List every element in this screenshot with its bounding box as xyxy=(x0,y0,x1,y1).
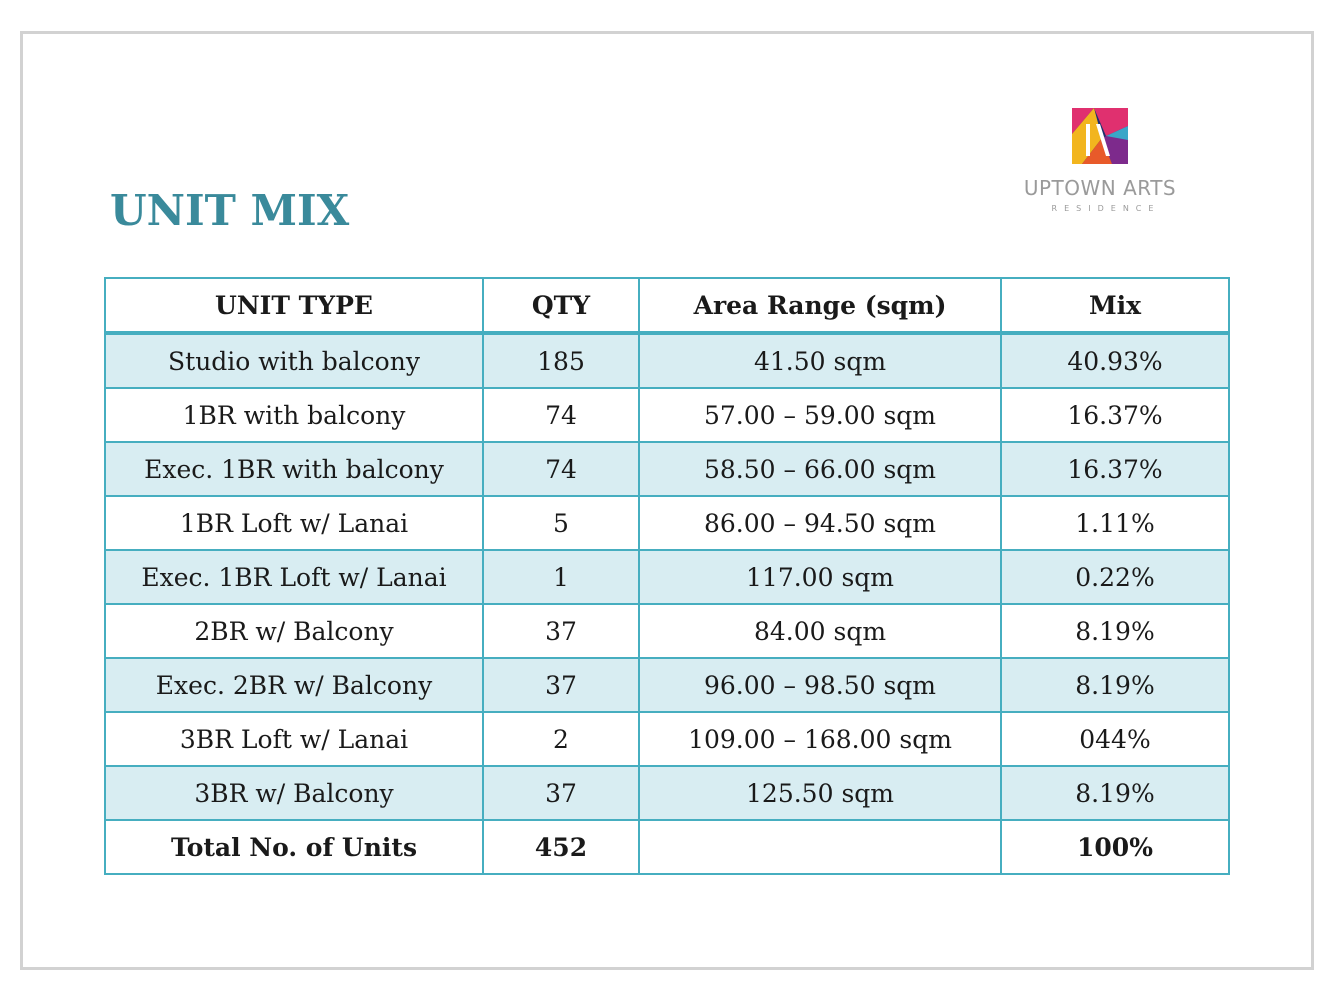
total-area xyxy=(639,820,1001,874)
cell-mix: 0.22% xyxy=(1001,550,1229,604)
cell-area: 57.00 – 59.00 sqm xyxy=(639,388,1001,442)
logo-name: UPTOWN ARTS xyxy=(1023,176,1177,200)
cell-mix: 40.93% xyxy=(1001,333,1229,388)
cell-unit-type: 3BR Loft w/ Lanai xyxy=(105,712,483,766)
cell-area: 86.00 – 94.50 sqm xyxy=(639,496,1001,550)
cell-area: 41.50 sqm xyxy=(639,333,1001,388)
cell-qty: 2 xyxy=(483,712,639,766)
table-row xyxy=(105,712,1229,766)
cell-mix: 8.19% xyxy=(1001,658,1229,712)
cell-qty: 185 xyxy=(483,333,639,388)
cell-area: 84.00 sqm xyxy=(639,604,1001,658)
cell-area: 109.00 – 168.00 sqm xyxy=(639,712,1001,766)
table-row xyxy=(105,658,1229,712)
table-row xyxy=(105,550,1229,604)
page-title: UNIT MIX xyxy=(110,186,350,235)
cell-unit-type: 3BR w/ Balcony xyxy=(105,766,483,820)
total-label: Total No. of Units xyxy=(105,820,483,874)
unit-mix-table xyxy=(104,277,1230,875)
cell-mix: 16.37% xyxy=(1001,442,1229,496)
table-row xyxy=(105,766,1229,820)
cell-mix: 8.19% xyxy=(1001,766,1229,820)
header-mix: Mix xyxy=(1001,278,1229,333)
cell-mix: 044% xyxy=(1001,712,1229,766)
cell-mix: 16.37% xyxy=(1001,388,1229,442)
cell-qty: 1 xyxy=(483,550,639,604)
cell-mix: 8.19% xyxy=(1001,604,1229,658)
cell-unit-type: Studio with balcony xyxy=(105,333,483,388)
total-mix: 100% xyxy=(1001,820,1229,874)
logo-subtitle: RESIDENCE xyxy=(1051,204,1161,213)
table-total-row xyxy=(105,820,1229,874)
cell-unit-type: 1BR with balcony xyxy=(105,388,483,442)
cell-unit-type: Exec. 1BR Loft w/ Lanai xyxy=(105,550,483,604)
cell-qty: 74 xyxy=(483,388,639,442)
cell-unit-type: Exec. 1BR with balcony xyxy=(105,442,483,496)
logo-mark-icon xyxy=(1072,108,1128,164)
cell-qty: 37 xyxy=(483,604,639,658)
cell-qty: 5 xyxy=(483,496,639,550)
cell-mix: 1.11% xyxy=(1001,496,1229,550)
cell-unit-type: 1BR Loft w/ Lanai xyxy=(105,496,483,550)
cell-unit-type: Exec. 2BR w/ Balcony xyxy=(105,658,483,712)
table-row xyxy=(105,333,1229,388)
cell-qty: 74 xyxy=(483,442,639,496)
table-row xyxy=(105,442,1229,496)
header-unit-type: UNIT TYPE xyxy=(105,278,483,333)
table-row xyxy=(105,496,1229,550)
total-qty: 452 xyxy=(483,820,639,874)
cell-area: 58.50 – 66.00 sqm xyxy=(639,442,1001,496)
table-header-row xyxy=(105,278,1229,333)
table-row xyxy=(105,388,1229,442)
cell-area: 125.50 sqm xyxy=(639,766,1001,820)
header-qty: QTY xyxy=(483,278,639,333)
header-area-range: Area Range (sqm) xyxy=(639,278,1001,333)
table-row xyxy=(105,604,1229,658)
cell-qty: 37 xyxy=(483,766,639,820)
uptown-arts-logo xyxy=(1010,108,1190,218)
cell-qty: 37 xyxy=(483,658,639,712)
cell-area: 96.00 – 98.50 sqm xyxy=(639,658,1001,712)
cell-area: 117.00 sqm xyxy=(639,550,1001,604)
cell-unit-type: 2BR w/ Balcony xyxy=(105,604,483,658)
